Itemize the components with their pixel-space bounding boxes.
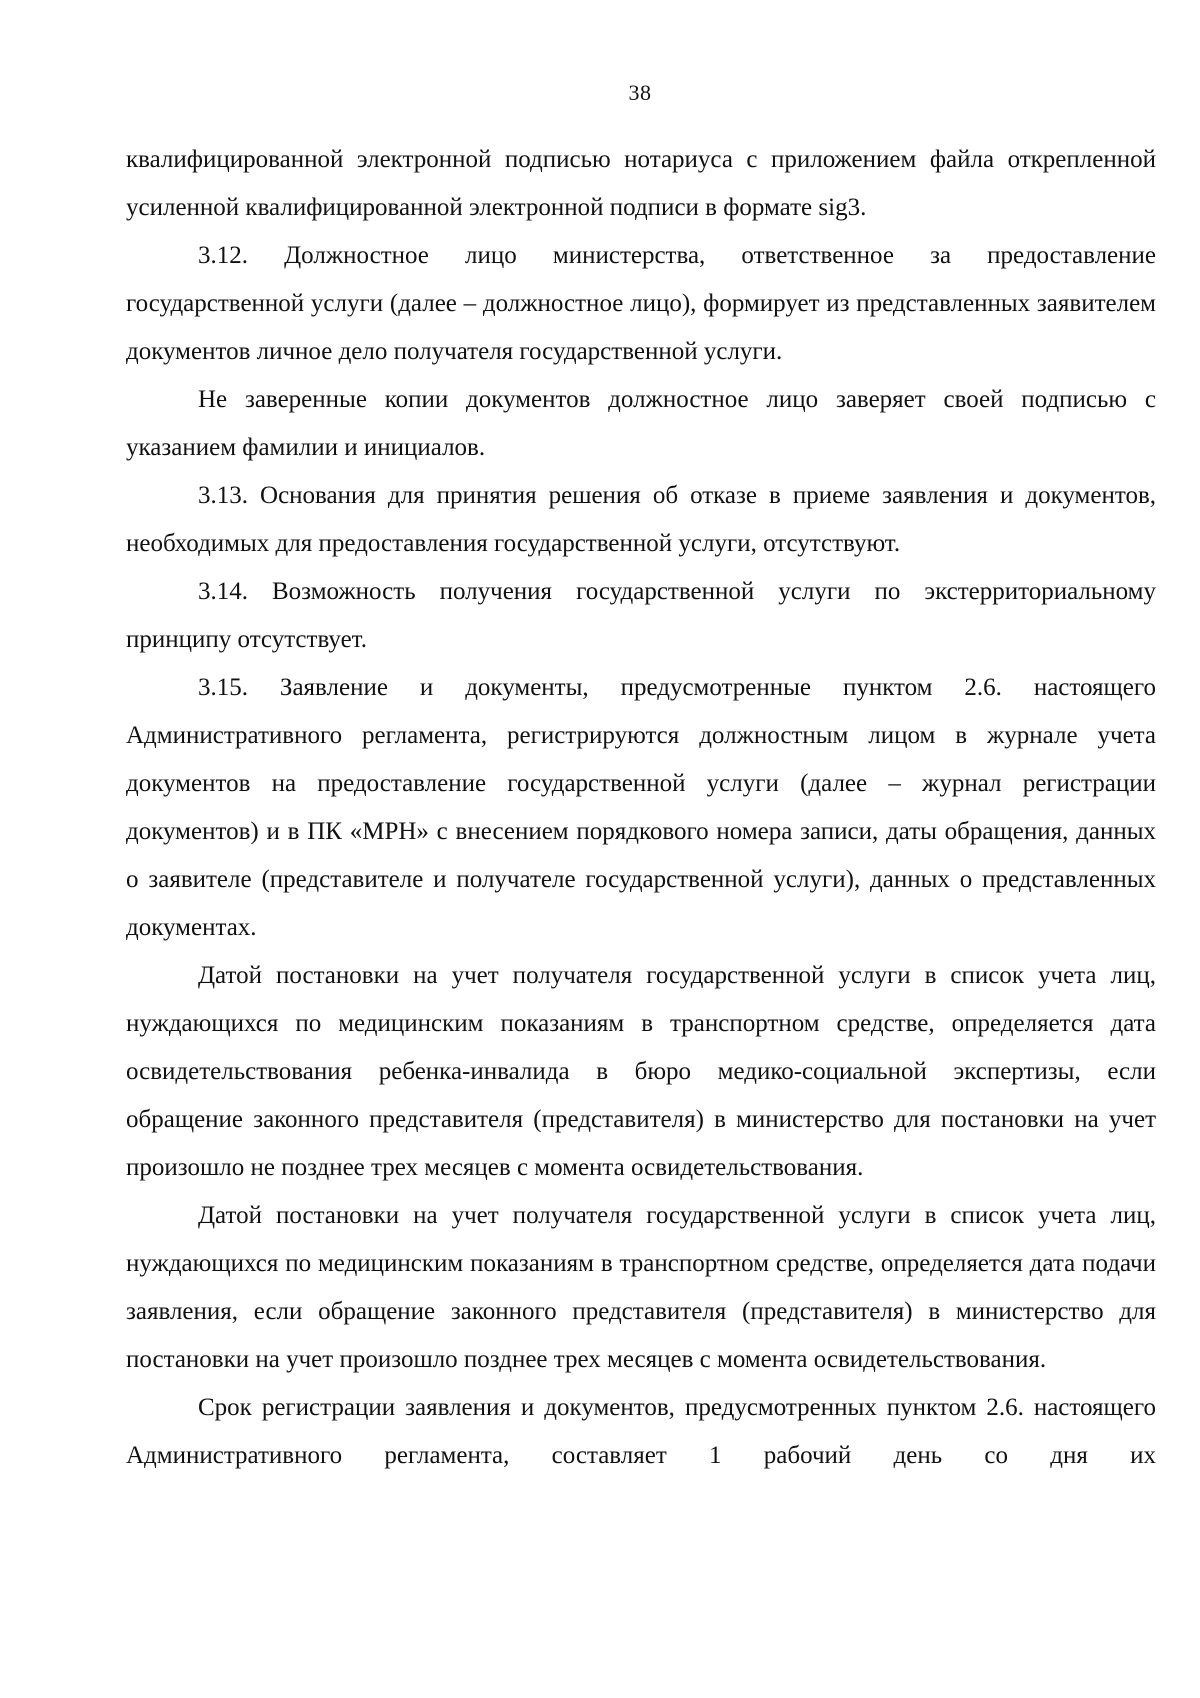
paragraph-continuation: квалифицированной электронной подписью нотариуса с приложением файла открепленной усиленной квалифицированной электронной подписи в формате sig3. xyxy=(126,146,1156,221)
paragraph-registration-term: Срок регистрации заявления и документов, предусмотренных пунктом 2.6. настоящего Административного регламента, составляет 1 рабочий день со дня их xyxy=(126,1394,1156,1469)
page-number: 38 xyxy=(628,80,652,105)
paragraph-3-12: 3.12. Должностное лицо министерства, ответственное за предоставление государственной услуги (далее – должностное лицо), формирует из представленных заявителем документов личное дело получателя государственной услуги. xyxy=(126,242,1156,365)
paragraph-registration-date-within-three-months: Датой постановки на учет получателя государственной услуги в список учета лиц, нуждающихся по медицинским показаниям в транспортном средстве, определяется дата освидетельствования ребенка-инвалида в бюро медико-социальной экспертизы, если обращение законного представителя (представителя) в министерство для постановки на учет произошло не позднее трех месяцев с момента освидетельствования. xyxy=(126,962,1156,1181)
paragraph-uncertified-copies: Не заверенные копии документов должностное лицо заверяет своей подписью с указанием фамилии и инициалов. xyxy=(126,386,1156,461)
paragraph-3-14: 3.14. Возможность получения государственной услуги по экстерриториальному принципу отсутствует. xyxy=(126,578,1156,653)
paragraph-3-13: 3.13. Основания для принятия решения об отказе в приеме заявления и документов, необходимых для предоставления государственной услуги, отсутствуют. xyxy=(126,482,1156,557)
document-body xyxy=(126,136,1156,1480)
paragraph-registration-date-after-three-months: Датой постановки на учет получателя государственной услуги в список учета лиц, нуждающихся по медицинским показаниям в транспортном средстве, определяется дата подачи заявления, если обращение законного представителя (представителя) в министерство для постановки на учет произошло позднее трех месяцев с момента освидетельствования. xyxy=(126,1202,1156,1373)
paragraph-3-15: 3.15. Заявление и документы, предусмотренные пунктом 2.6. настоящего Административного регламента, регистрируются должностным лицом в журнале учета документов на предоставление государственной услуги (далее – журнал регистрации документов) и в ПК «МРН» с внесением порядкового номера записи, даты обращения, данных о заявителе (представителе и получателе государственной услуги), данных о представленных документах. xyxy=(126,674,1156,941)
